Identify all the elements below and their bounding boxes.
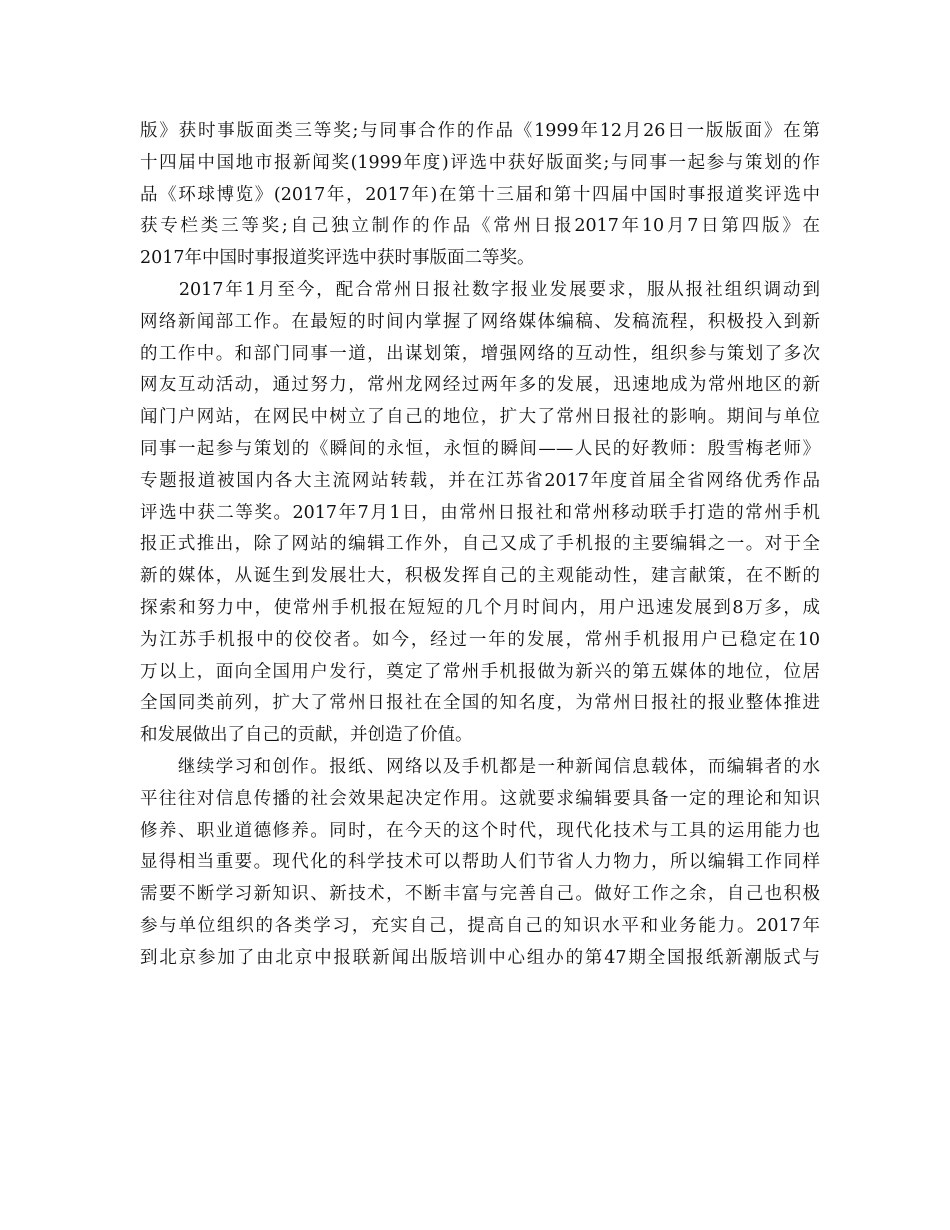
text-line: 为江苏手机报中的佼佼者。如今，经过一年的发展，常州手机报用户已稳定在10 <box>140 629 820 650</box>
text-line: 报正式推出，除了网站的编辑工作外，自己又成了手机报的主要编辑之一。对于全 <box>140 534 820 555</box>
text-line: 继续学习和创作。报纸、网络以及手机都是一种新闻信息载体，而编辑者的水 <box>140 756 820 777</box>
text-line: 2017年中国时事报道奖评选中获时事版面二等奖。 <box>140 248 535 269</box>
text-line: 探索和努力中，使常州手机报在短短的几个月时间内，用户迅速发展到8万多，成 <box>140 597 820 618</box>
text-line: 网络新闻部工作。在最短的时间内掌握了网络媒体编稿、发稿流程，积极投入到新 <box>140 311 820 332</box>
text-line: 同事一起参与策划的《瞬间的永恒，永恒的瞬间——人民的好教师：殷雪梅老师》 <box>140 438 820 459</box>
text-line: 网友互动活动，通过努力，常州龙网经过两年多的发展，迅速地成为常州地区的新 <box>140 375 820 396</box>
text-line: 新的媒体，从诞生到发展壮大，积极发挥自己的主观能动性，建言献策，在不断的 <box>140 566 820 587</box>
body-text <box>140 116 820 975</box>
paragraph-2 <box>140 275 820 752</box>
text-line: 版》获时事版面类三等奖;与同事合作的作品《1999年12月26日一版版面》在第 <box>140 121 820 141</box>
text-line: 万以上，面向全国用户发行，奠定了常州手机报做为新兴的第五媒体的地位，位居 <box>140 661 820 682</box>
text-line: 和发展做出了自己的贡献，并创造了价值。 <box>140 725 473 746</box>
text-line: 获专栏类三等奖;自己独立制作的作品《常州日报2017年10月7日第四版》在 <box>140 216 820 237</box>
text-line: 2017年1月至今，配合常州日报社数字报业发展要求，服从报社组织调动到 <box>140 279 820 300</box>
text-line: 修养、职业道德修养。同时，在今天的这个时代，现代化技术与工具的运用能力也 <box>140 820 820 841</box>
text-line: 参与单位组织的各类学习，充实自己，提高自己的知识水平和业务能力。2017年 <box>140 915 820 936</box>
text-line: 到北京参加了由北京中报联新闻出版培训中心组办的第47期全国报纸新潮版式与 <box>140 947 820 968</box>
text-line: 闻门户网站，在网民中树立了自己的地位，扩大了常州日报社的影响。期间与单位 <box>140 407 820 428</box>
text-line: 需要不断学习新知识、新技术，不断丰富与完善自己。做好工作之余，自己也积极 <box>140 884 820 905</box>
text-line: 十四届中国地市报新闻奖(1999年度)评选中获好版面奖;与同事一起参与策划的作 <box>140 152 820 173</box>
text-line: 平往往对信息传播的社会效果起决定作用。这就要求编辑要具备一定的理论和知识 <box>140 788 820 809</box>
paragraph-1 <box>140 116 820 275</box>
text-line: 品《环球博览》(2017年，2017年)在第十三届和第十四届中国时事报道奖评选中 <box>140 184 820 205</box>
text-line: 评选中获二等奖。2017年7月1日，由常州日报社和常州移动联手打造的常州手机 <box>140 502 820 523</box>
text-line: 全国同类前列，扩大了常州日报社在全国的知名度，为常州日报社的报业整体推进 <box>140 693 820 714</box>
paragraph-3 <box>140 752 820 975</box>
text-line: 专题报道被国内各大主流网站转载，并在江苏省2017年度首届全省网络优秀作品 <box>140 470 820 491</box>
text-line: 显得相当重要。现代化的科学技术可以帮助人们节省人力物力，所以编辑工作同样 <box>140 852 820 873</box>
text-line: 的工作中。和部门同事一道，出谋划策，增强网络的互动性，组织参与策划了多次 <box>140 343 820 364</box>
